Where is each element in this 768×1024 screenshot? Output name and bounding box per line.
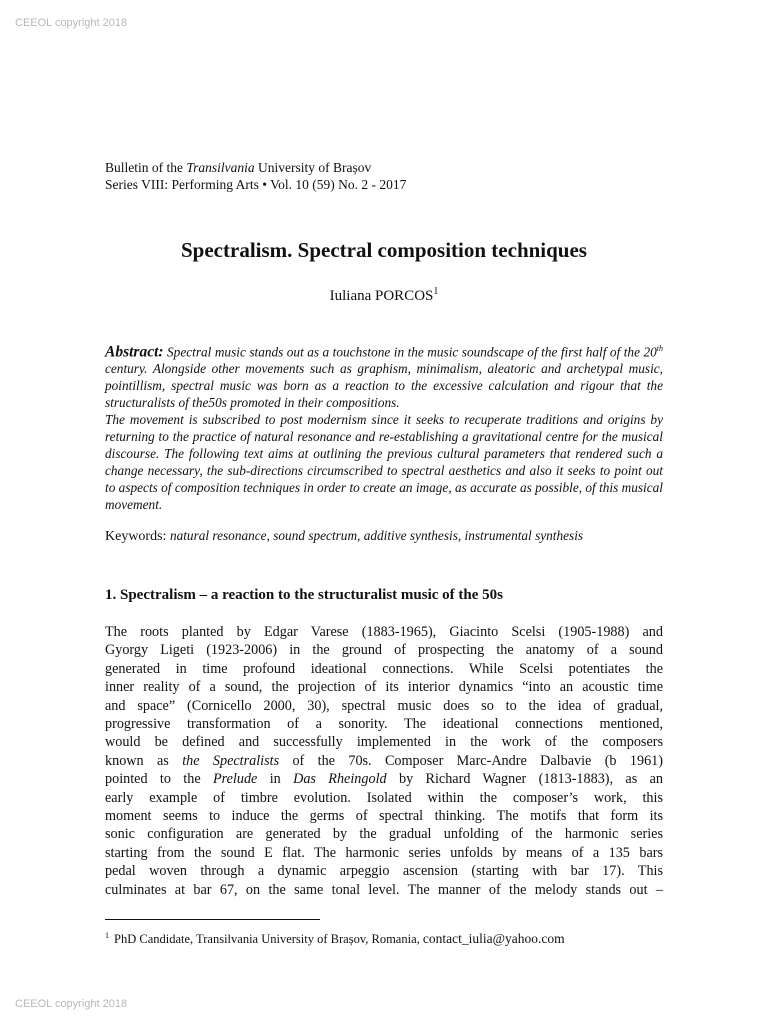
footnote-text: PhD Candidate, Transilvania University of Brașov, Romania, xyxy=(114,932,423,947)
keywords-values: natural resonance, sound spectrum, additive synthesis, instrumental synthesis xyxy=(169,528,584,543)
journal-header xyxy=(105,159,406,193)
copyright-watermark-bottom: CEEOL copyright 2018 xyxy=(15,998,128,1010)
author-email-link[interactable]: contact_iulia@yahoo.com xyxy=(422,931,565,947)
body-line: known as the Spectralists of the 70s. Composer Marc-Andre Dalbavie (b 1961) xyxy=(105,752,663,769)
body-line: and space” (Cornicello 2000, 30), spectral music does so to the idea of gradual, xyxy=(105,697,663,714)
body-line: Gyorgy Ligeti (1923-2006) in the ground of prospecting the anatomy of a sound xyxy=(105,642,663,659)
author-name: Iuliana PORCOS xyxy=(329,288,434,304)
paper-title: Spectralism. Spectral composition techniques xyxy=(181,238,587,262)
keywords-line xyxy=(105,527,663,546)
body-line: pedal woven through a dynamic arpeggio ascension (starting with bar 17). This xyxy=(105,863,663,880)
footnote-divider xyxy=(105,919,320,920)
body-line: The roots planted by Edgar Varese (1883-1965), Giacinto Scelsi (1905-1988) and xyxy=(105,624,663,640)
body-line: culminates at bar 67, on the same tonal level. The manner of the melody stands out – xyxy=(105,881,663,898)
body-line: sonic configuration are generated by the gradual unfolding of the harmonic series xyxy=(105,826,663,843)
author-line xyxy=(105,283,663,305)
abstract-paragraph-1: Abstract: Spectral music stands out as a touchstone in the music soundscape of the first half of the 20th century. Alongside other movements such as graphism, minimalism, aleatoric and archetypal music, pointillism, spectral music was born as a reaction to the excessive calculation and rigour that the structuralists of the50s promoted in their compositions. xyxy=(105,343,663,411)
body-line: inner reality of a sound, the projection of its interior dynamics “into an acoustic time xyxy=(105,679,663,696)
body-line: moment seems to induce the germs of spectral thinking. The motifs that form its xyxy=(105,808,663,825)
journal-line-2: Series VIII: Performing Arts • Vol. 10 (59) No. 2 - 2017 xyxy=(105,177,407,192)
abstract xyxy=(105,340,663,513)
footnote-mark: 1 xyxy=(105,931,109,940)
body-line: progressive transformation of a sonority. The ideational connections mentioned, xyxy=(105,716,663,733)
section-heading: 1. Spectralism – a reaction to the structuralist music of the 50s xyxy=(105,587,503,603)
author-footnote-mark: 1 xyxy=(433,286,439,297)
body-line: starting from the sound E flat. The harmonic series unfolds by means of a 135 bars xyxy=(105,844,663,861)
copyright-watermark-top: CEEOL copyright 2018 xyxy=(15,17,128,29)
body-line: would be defined and successfully implemented in the work of the composers xyxy=(105,734,663,751)
body-line: pointed to the Prelude in Das Rheingold by Richard Wagner (1813-1883), as an xyxy=(105,771,663,788)
journal-line-1: Bulletin of the Transilvania University of Brașov xyxy=(105,160,372,175)
body-line: generated in time profound ideational connections. While Scelsi potentiates the xyxy=(105,660,663,677)
keywords-label: Keywords: xyxy=(105,529,170,544)
body-paragraph xyxy=(105,623,663,899)
footnote xyxy=(105,928,565,947)
abstract-label: Abstract: xyxy=(105,343,164,361)
abstract-paragraph-2: The movement is subscribed to post modernism since it seeks to recuperate traditions and origins by returning to the practice of natural resonance and re-establishing a gravitational centre for the musical discourse. The following text aims at outlining the previous cultural parameters that rendered such a change necessary, the sub-directions circumscribed to spectral aesthetics and also it seeks to point out to aspects of composition techniques in order to create an image, as accurate as possible, of this musical movement. xyxy=(105,412,663,513)
body-line: early example of timbre evolution. Isolated within the composer’s work, this xyxy=(105,789,663,806)
